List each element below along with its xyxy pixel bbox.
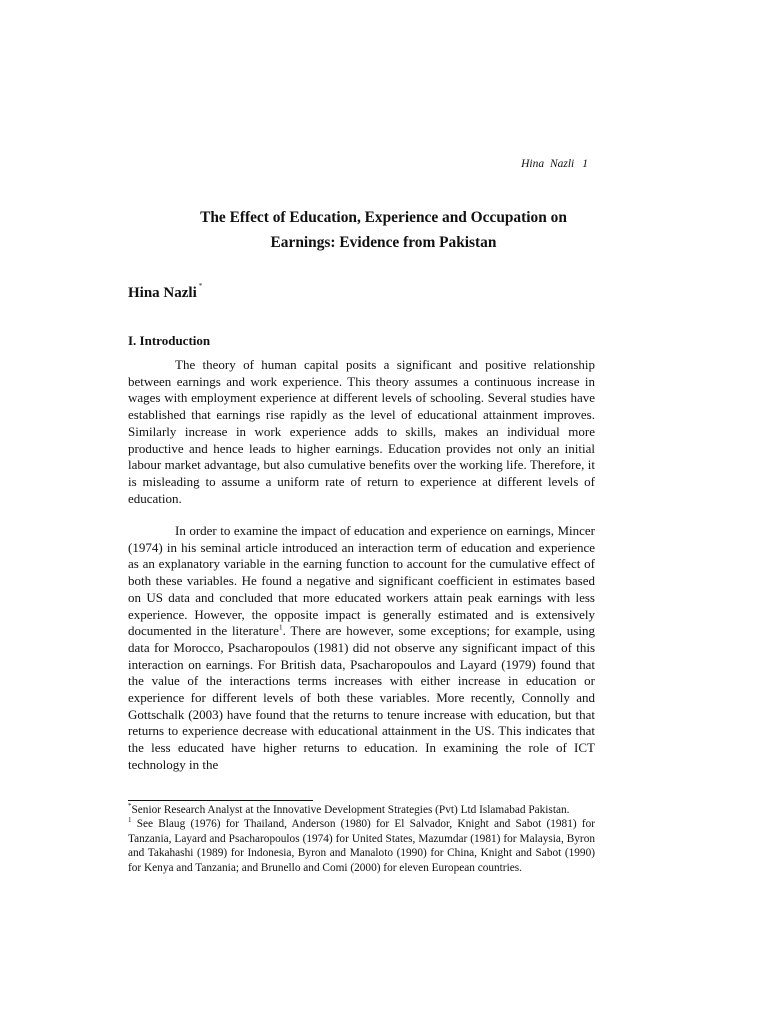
paragraph-text-part-1: In order to examine the impact of education and experience on earnings, Mincer (1974) in his seminal article introduced an interaction term of education and experience as an explanatory variable in the earning function to account for the cumulative effect of both these variables. He found a negative and significant coefficient in estimates based on US data and concluded that more educated workers attain peak earnings with less experience. However, the opposite impact is generally estimated and is extensively documented in the literature (128, 523, 595, 639)
footnote-separator (128, 800, 313, 801)
running-head-author: Hina Nazli (521, 158, 575, 170)
introduction-paragraph-2 (128, 523, 595, 774)
paragraph-text-part-2: . There are however, some exceptions; for example, using data for Morocco, Psacharopoulos (1981) did not observe any significant impact of this interaction on earnings. For British data, Psacharopoulos and Layard (1979) found that the value of the interactions terms increases with either increase in education or experience for different levels of both these variables. More recently, Connolly and Gottschalk (2003) have found that the returns to tenure increase with education, but that returns to experience decrease with educational attainment in the US. This indicates that the less educated have higher returns to education. In examining the role of ICT technology in the (128, 623, 595, 772)
author-name: Hina Nazli (128, 285, 197, 301)
section-heading: I. Introduction (128, 333, 211, 348)
introduction-paragraph-1 (128, 357, 595, 507)
paper-title-line-1: The Effect of Education, Experience and Occupation on (200, 209, 567, 226)
paper-title-line-2: Earnings: Evidence from Pakistan (270, 234, 497, 251)
footnote-text: Senior Research Analyst at the Innovative Development Strategies (Pvt) Ltd Islamabad Pakistan. (131, 804, 570, 816)
footnote-author (128, 803, 595, 817)
footnote-marker: 1 (128, 816, 132, 825)
paragraph-text (128, 523, 595, 774)
footnote-reference-1: 1 (278, 622, 283, 632)
footnotes (128, 803, 595, 875)
page-number: 1 (582, 158, 588, 170)
footnote-1 (128, 817, 595, 875)
author-footnote-marker: * (198, 282, 203, 290)
footnote-marker: * (128, 802, 132, 811)
paper-title (130, 205, 637, 255)
paragraph-text: The theory of human capital posits a significant and positive relationship between earnings and work experience. This theory assumes a continuous increase in wages with employment experience at different levels of schooling. Several studies have established that earnings rise rapidly as the level of educational attainment improves. Similarly increase in work experience adds to skills, makes an individual more productive and hence leads to higher earnings. Education provides not only an initial labour market advantage, but also cumulative benefits over the working life. Therefore, it is misleading to assume a uniform rate of return to experience at different levels of education. (128, 357, 595, 506)
running-head (521, 158, 588, 170)
footnote-text: See Blaug (1976) for Thailand, Anderson (1980) for El Salvador, Knight and Sabot (1981) for Tanzania, Layard and Psacharopoulos (1974) for United States, Mazumdar (1981) for Malaysia, Byron and Takahashi (1989) for Indonesia, Byron and Manaloto (1990) for China, Knight and Sabot (1990) for Kenya and Tanzania; and Brunello and Comi (2000) for eleven European countries. (128, 818, 595, 874)
author-byline (128, 282, 203, 302)
